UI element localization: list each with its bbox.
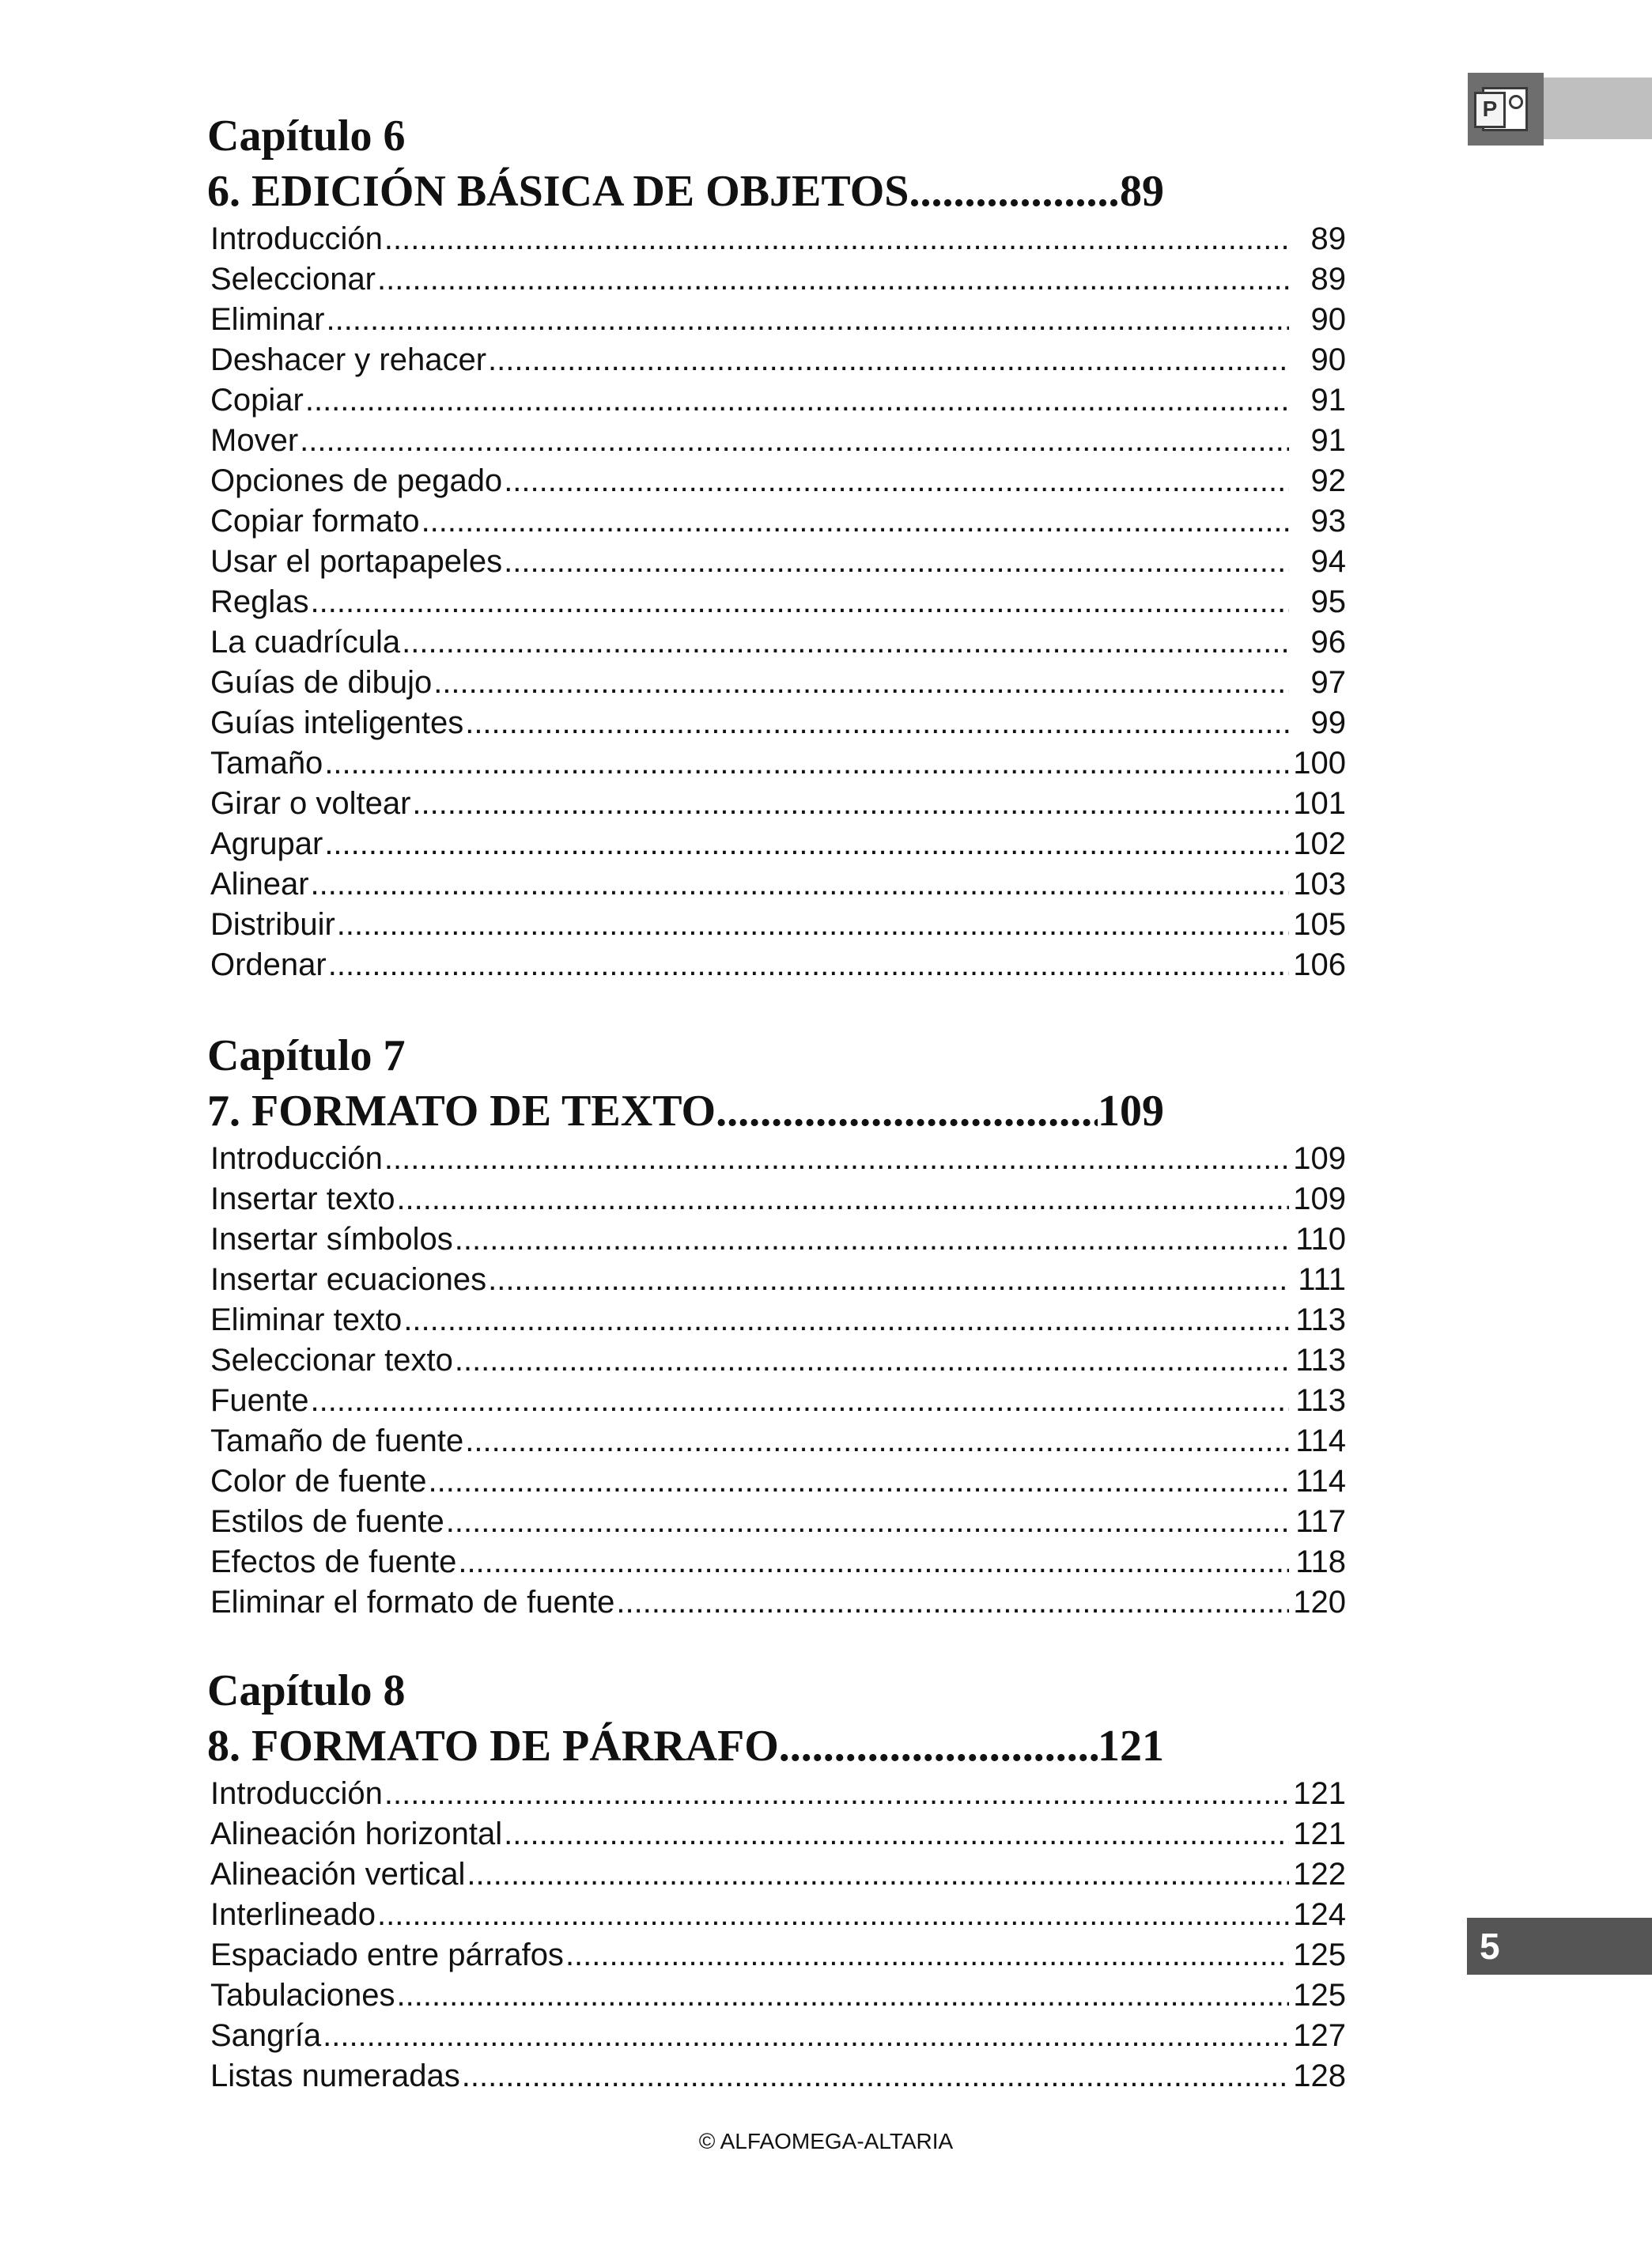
toc-entry xyxy=(207,1300,1346,1340)
chapter-title: 7. FORMATO DE TEXTO xyxy=(207,1087,716,1136)
toc-entry xyxy=(207,1895,1346,1935)
toc-entry-page: 127 xyxy=(1293,2018,1346,2053)
toc-entry-page: 101 xyxy=(1293,786,1346,821)
toc-entry-title: La cuadrícula xyxy=(210,625,401,660)
toc-entry-title: Copiar formato xyxy=(210,504,420,539)
toc-entry xyxy=(207,582,1346,622)
dot-leader xyxy=(429,1461,1289,1502)
dot-leader xyxy=(488,1260,1289,1300)
dot-leader xyxy=(465,703,1289,743)
toc-entry-page: 121 xyxy=(1293,1817,1346,1851)
toc-entry-title: Sangría xyxy=(210,2018,322,2053)
toc-entry-page: 97 xyxy=(1310,665,1346,700)
toc-entry-page: 89 xyxy=(1310,262,1346,297)
dot-leader xyxy=(328,945,1289,985)
dot-leader xyxy=(337,905,1289,945)
toc-entry xyxy=(207,945,1346,985)
toc-entry-page: 102 xyxy=(1293,826,1346,861)
toc-entry-title: Eliminar el formato de fuente xyxy=(210,1585,615,1620)
toc-entry xyxy=(207,1854,1346,1895)
toc-entry xyxy=(207,1461,1346,1502)
chapter-6 xyxy=(207,108,1346,985)
page-number-tab xyxy=(1467,1918,1652,1975)
toc-entry-page: 118 xyxy=(1295,1544,1346,1579)
toc-entry-title: Listas numeradas xyxy=(210,2059,460,2093)
chapter-7 xyxy=(207,1028,1346,1623)
toc-entry-page: 124 xyxy=(1293,1897,1346,1932)
dot-leader xyxy=(396,1179,1289,1219)
toc-entry xyxy=(207,380,1346,421)
toc-entry-title: Deshacer y rehacer xyxy=(210,342,487,377)
dot-leader xyxy=(909,164,1120,219)
toc-entry-title: Efectos de fuente xyxy=(210,1544,457,1579)
dot-leader xyxy=(384,1774,1289,1814)
toc-entry-page: 96 xyxy=(1310,625,1346,660)
chapter-title: 8. FORMATO DE PÁRRAFO xyxy=(207,1722,779,1771)
toc-entry-page: 113 xyxy=(1295,1343,1346,1378)
toc-entry xyxy=(207,1814,1346,1854)
chapter-label: Capítulo 7 xyxy=(207,1031,406,1080)
dot-leader xyxy=(716,1083,1098,1139)
toc-entry-page: 95 xyxy=(1310,584,1346,619)
toc-entry-page: 103 xyxy=(1293,867,1346,902)
chapter-8 xyxy=(207,1663,1346,2096)
toc-entry-title: Insertar texto xyxy=(210,1181,395,1216)
toc-entry-title: Mover xyxy=(210,423,299,458)
dot-leader xyxy=(433,663,1289,703)
dot-leader xyxy=(458,1542,1289,1582)
toc-entry xyxy=(207,1179,1346,1219)
dot-leader xyxy=(462,2056,1289,2096)
toc-entry-title: Insertar símbolos xyxy=(210,1222,453,1257)
toc-entry xyxy=(207,340,1346,380)
dot-leader xyxy=(616,1582,1289,1623)
powerpoint-icon xyxy=(1468,73,1544,146)
toc-entry-title: Espaciado entre párrafos xyxy=(210,1938,564,1972)
toc-entry-page: 120 xyxy=(1293,1585,1346,1620)
toc-entry-title: Reglas xyxy=(210,584,309,619)
toc-entry xyxy=(207,1139,1346,1179)
dot-leader xyxy=(504,461,1289,501)
toc-entry-title: Guías inteligentes xyxy=(210,705,464,740)
toc-entry-page: 114 xyxy=(1295,1423,1346,1458)
toc-entry-title: Alineación vertical xyxy=(210,1857,466,1892)
toc-entry-page: 109 xyxy=(1293,1141,1346,1176)
dot-leader xyxy=(324,824,1289,864)
dot-leader xyxy=(446,1502,1289,1542)
toc-list xyxy=(207,1139,1346,1623)
toc-entry-title: Seleccionar texto xyxy=(210,1343,453,1378)
toc-entry-title: Interlineado xyxy=(210,1897,376,1932)
toc-entry-page: 106 xyxy=(1293,947,1346,982)
toc-entry-page: 92 xyxy=(1310,463,1346,498)
chapter-label: Capítulo 6 xyxy=(207,112,406,161)
dot-leader xyxy=(397,1975,1290,2016)
toc-entry-page: 90 xyxy=(1310,342,1346,377)
toc-entry-title: Alinear xyxy=(210,867,309,902)
toc-entry-title: Eliminar texto xyxy=(210,1302,403,1337)
dot-leader xyxy=(779,1718,1098,1774)
toc-entry-title: Insertar ecuaciones xyxy=(210,1262,487,1297)
chapter-page: 89 xyxy=(1120,167,1164,216)
toc-entry xyxy=(207,2016,1346,2056)
dot-leader xyxy=(504,1814,1289,1854)
toc-entry xyxy=(207,1219,1346,1260)
toc-entry-title: Distribuir xyxy=(210,907,335,942)
footer-copyright: © ALFAOMEGA-ALTARIA xyxy=(698,2129,954,2153)
dot-leader xyxy=(455,1340,1289,1381)
toc-entry-title: Eliminar xyxy=(210,302,325,337)
toc-entry-page: 109 xyxy=(1293,1181,1346,1216)
toc-list xyxy=(207,1774,1346,2096)
dot-leader xyxy=(402,622,1289,663)
chapter-title-line xyxy=(207,164,1164,219)
toc-entry-title: Copiar xyxy=(210,383,304,418)
toc-entry xyxy=(207,259,1346,300)
toc-entry xyxy=(207,1935,1346,1975)
toc-entry xyxy=(207,1774,1346,1814)
toc-entry-title: Introducción xyxy=(210,1141,383,1176)
toc-entry xyxy=(207,1582,1346,1623)
toc-entry xyxy=(207,905,1346,945)
toc-entry-title: Girar o voltear xyxy=(210,786,411,821)
toc-entry-page: 125 xyxy=(1293,1938,1346,1972)
toc-entry xyxy=(207,219,1346,259)
dot-leader xyxy=(323,2016,1289,2056)
toc-entry-page: 94 xyxy=(1310,544,1346,579)
toc-entry-title: Opciones de pegado xyxy=(210,463,503,498)
toc-entry xyxy=(207,1542,1346,1582)
dot-leader xyxy=(384,219,1289,259)
toc-entry-page: 93 xyxy=(1310,504,1346,539)
toc-entry-page: 91 xyxy=(1310,383,1346,418)
toc-entry-page: 113 xyxy=(1295,1383,1346,1418)
toc-entry xyxy=(207,1340,1346,1381)
page-number: 5 xyxy=(1480,1926,1500,1967)
dot-leader xyxy=(422,501,1289,542)
toc-entry-title: Agrupar xyxy=(210,826,323,861)
toc-entry-title: Alineación horizontal xyxy=(210,1817,503,1851)
dot-leader xyxy=(412,784,1289,824)
chapter-title: 6. EDICIÓN BÁSICA DE OBJETOS xyxy=(207,167,909,216)
chapter-title-line xyxy=(207,1083,1164,1139)
toc-entry-title: Ordenar xyxy=(210,947,327,982)
toc-entry-page: 121 xyxy=(1293,1776,1346,1811)
toc-entry-title: Seleccionar xyxy=(210,262,376,297)
toc-entry-title: Introducción xyxy=(210,221,383,256)
dot-leader xyxy=(377,259,1289,300)
toc-entry xyxy=(207,542,1346,582)
toc-entry-page: 99 xyxy=(1310,705,1346,740)
toc-entry-title: Introducción xyxy=(210,1776,383,1811)
dot-leader xyxy=(504,542,1289,582)
toc-entry xyxy=(207,461,1346,501)
dot-leader xyxy=(384,1139,1289,1179)
dot-leader xyxy=(565,1935,1289,1975)
toc-entry-page: 114 xyxy=(1295,1464,1346,1499)
toc-entry-title: Tamaño de fuente xyxy=(210,1423,464,1458)
toc-entry-page: 89 xyxy=(1310,221,1346,256)
toc-entry xyxy=(207,784,1346,824)
toc-entry-page: 125 xyxy=(1293,1978,1346,2013)
toc-entry-title: Tabulaciones xyxy=(210,1978,395,2013)
toc-entry-title: Usar el portapapeles xyxy=(210,544,503,579)
toc-entry xyxy=(207,421,1346,461)
dot-leader xyxy=(403,1300,1289,1340)
dot-leader xyxy=(488,340,1289,380)
toc-entry xyxy=(207,1975,1346,2016)
toc-entry-page: 105 xyxy=(1293,907,1346,942)
toc-entry xyxy=(207,864,1346,905)
toc-entry-page: 122 xyxy=(1293,1857,1346,1892)
toc-entry xyxy=(207,622,1346,663)
toc-entry-page: 117 xyxy=(1295,1504,1346,1539)
toc-list xyxy=(207,219,1346,985)
toc-entry-page: 110 xyxy=(1295,1222,1346,1257)
toc-entry-page: 113 xyxy=(1295,1302,1346,1337)
dot-leader xyxy=(324,743,1289,784)
toc-entry-page: 91 xyxy=(1310,423,1346,458)
dot-leader xyxy=(467,1854,1289,1895)
dot-leader xyxy=(311,864,1289,905)
dot-leader xyxy=(377,1895,1289,1935)
toc-entry-title: Guías de dibujo xyxy=(210,665,433,700)
toc-entry xyxy=(207,1260,1346,1300)
toc-entry xyxy=(207,663,1346,703)
chapter-page: 109 xyxy=(1098,1087,1164,1136)
chapter-page: 121 xyxy=(1098,1722,1164,1771)
toc-entry xyxy=(207,1381,1346,1421)
dot-leader xyxy=(311,1381,1289,1421)
toc-entry-page: 90 xyxy=(1310,302,1346,337)
chapter-title-line xyxy=(207,1718,1164,1774)
dot-leader xyxy=(305,380,1289,421)
toc-entry-title: Color de fuente xyxy=(210,1464,427,1499)
chapter-label: Capítulo 8 xyxy=(207,1666,406,1715)
toc-entry xyxy=(207,1502,1346,1542)
pie-shape xyxy=(1509,95,1523,109)
toc-entry-title: Tamaño xyxy=(210,746,323,781)
dot-leader xyxy=(311,582,1289,622)
toc-entry-page: 100 xyxy=(1293,746,1346,781)
toc-entry-page: 111 xyxy=(1298,1262,1346,1297)
toc-entry xyxy=(207,2056,1346,2096)
toc-entry xyxy=(207,824,1346,864)
dot-leader xyxy=(455,1219,1289,1260)
toc-entry-page: 128 xyxy=(1293,2059,1346,2093)
toc-entry xyxy=(207,703,1346,743)
toc-entry xyxy=(207,743,1346,784)
dot-leader xyxy=(326,300,1289,340)
toc-entry-title: Fuente xyxy=(210,1383,309,1418)
toc-entry-title: Estilos de fuente xyxy=(210,1504,444,1539)
powerpoint-letter: P xyxy=(1474,92,1506,128)
toc-entry xyxy=(207,501,1346,542)
dot-leader xyxy=(465,1421,1289,1461)
toc-entry xyxy=(207,300,1346,340)
dot-leader xyxy=(300,421,1289,461)
toc-entry xyxy=(207,1421,1346,1461)
